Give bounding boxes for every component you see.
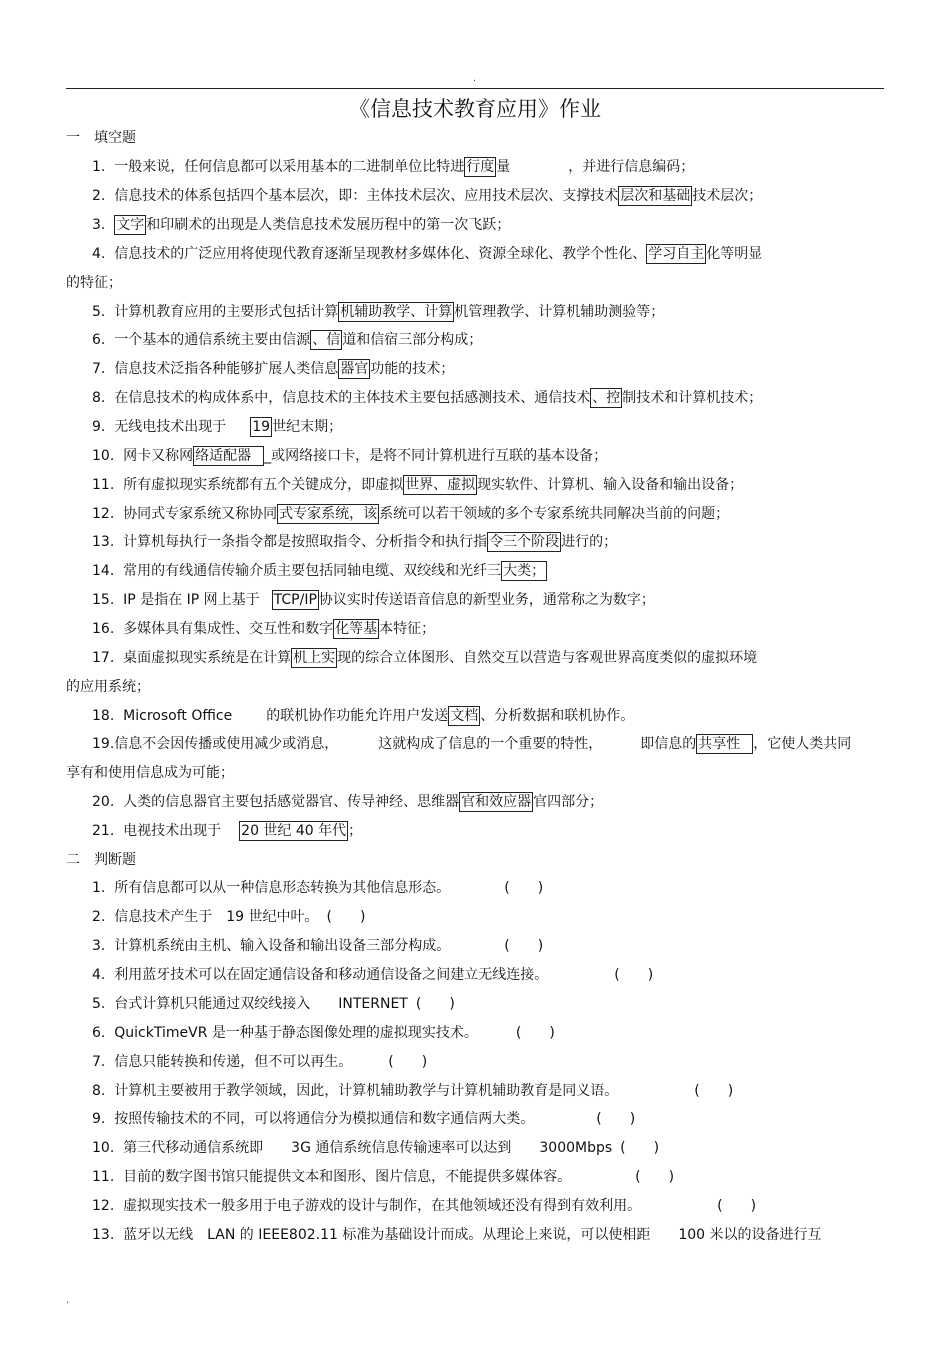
fill-item-3 xyxy=(92,215,510,235)
answer-box: 层次和基础 xyxy=(620,188,691,204)
judge-item-13 xyxy=(92,1225,822,1245)
judge-item-7 xyxy=(92,1052,427,1072)
item-text: ； xyxy=(348,823,363,839)
fill-item-19-continued: 享有和使用信息成为可能； xyxy=(66,765,234,781)
item-number: 12. xyxy=(92,506,115,522)
item-number: 21. xyxy=(92,823,115,839)
item-text: 信息不会因传播或使用减少或消息， xyxy=(114,736,339,752)
item-text: 一般来说，任何信息都可以采用基本的二进制单位比特进 xyxy=(114,159,465,175)
item-number: 2. xyxy=(92,909,106,925)
fill-item-16 xyxy=(92,619,435,639)
fill-item-18 xyxy=(92,706,634,726)
item-text: 信息技术的广泛应用将使现代教育逐渐呈现教材多媒体化、资源全球化、教学个性化、 xyxy=(114,246,647,262)
item-text: _或网络接口卡，是将不同计算机进行互联的基本设备； xyxy=(264,448,608,464)
answer-box: 19 xyxy=(252,419,271,435)
judge-item-3 xyxy=(92,936,543,956)
item-text: ，并进行信息编码； xyxy=(568,159,695,175)
item-number: 18. xyxy=(92,708,115,724)
section-judge-heading xyxy=(66,850,136,870)
item-number: 1. xyxy=(92,159,106,175)
item-text: 虚拟现实技术一般多用于电子游戏的设计与制作，在其他领域还没有得到有效利用。 xyxy=(123,1198,642,1214)
fill-item-14 xyxy=(92,561,547,581)
judge-item-8 xyxy=(92,1081,733,1101)
judge-item-10 xyxy=(92,1138,659,1158)
item-number: 1. xyxy=(92,880,106,896)
answer-box: 官和效应器 xyxy=(461,794,532,810)
answer-parentheses: ( ) xyxy=(415,996,455,1012)
document-title: 《信息技术教育应用》作业 xyxy=(349,97,601,121)
item-text: 本特征； xyxy=(379,621,436,637)
answer-parentheses: ( ) xyxy=(504,938,544,954)
answer-parentheses: ( ) xyxy=(620,1140,660,1156)
item-number: 4. xyxy=(92,967,106,983)
fill-item-2 xyxy=(92,186,762,206)
judge-item-4 xyxy=(92,965,653,985)
item-number: 8. xyxy=(92,1083,106,1099)
item-text: 台式计算机只能通过双绞线接入 INTERNET xyxy=(114,996,408,1012)
fill-item-4 xyxy=(92,244,762,264)
fill-item-19 xyxy=(92,734,851,754)
answer-box: 、控 xyxy=(592,390,621,406)
fill-item-21 xyxy=(92,821,362,841)
item-text: 常用的有线通信传输介质主要包括同轴电缆、双绞线和光纤三 xyxy=(123,563,502,579)
answer-box: TCP/IP xyxy=(273,592,317,608)
item-text: 进行的； xyxy=(561,534,618,550)
item-text: 计算机主要被用于教学领域，因此，计算机辅助教学与计算机辅助教育是同义语。 xyxy=(114,1083,619,1099)
fill-item-20 xyxy=(92,792,603,812)
item-text: 按照传输技术的不同，可以将通信分为模拟通信和数字通信两大类。 xyxy=(114,1111,535,1127)
item-number: 5. xyxy=(92,304,106,320)
item-number: 5. xyxy=(92,996,106,1012)
item-text: 协议实时传送语音信息的新型业务，通常称之为数字； xyxy=(318,592,655,608)
item-number: 13. xyxy=(92,534,115,550)
item-text: 现实软件、计算机、输入设备和输出设备； xyxy=(477,477,744,493)
answer-parentheses: ( ) xyxy=(326,909,366,925)
judge-item-9 xyxy=(92,1109,635,1129)
answer-box: 机辅助教学、计算 xyxy=(340,304,453,320)
item-text: 信息技术泛指各种能够扩展人类信息 xyxy=(114,361,339,377)
item-text: 、分析数据和联机协作。 xyxy=(480,708,635,724)
fill-item-17 xyxy=(92,648,757,668)
answer-box: 行度 xyxy=(466,159,495,175)
item-number: 9. xyxy=(92,1111,106,1127)
answer-parentheses: ( ) xyxy=(635,1169,675,1185)
item-text: 一个基本的通信系统主要由信源 xyxy=(114,332,311,348)
judge-item-5 xyxy=(92,994,455,1014)
item-number: 6. xyxy=(92,1025,106,1041)
item-text: 计算机教育应用的主要形式包括计算 xyxy=(114,304,339,320)
answer-parentheses: ( ) xyxy=(717,1198,757,1214)
answer-parentheses: ( ) xyxy=(515,1025,555,1041)
item-text: 电视技术出现于 xyxy=(123,823,222,839)
header-rule xyxy=(66,88,884,89)
item-number: 4. xyxy=(92,246,106,262)
item-text: Microsoft Office xyxy=(123,708,233,724)
fill-item-11 xyxy=(92,475,743,495)
item-text: 官四部分； xyxy=(533,794,604,810)
answer-box: 、信 xyxy=(312,332,341,348)
item-text: 计算机系统由主机、输入设备和输出设备三部分构成。 xyxy=(114,938,451,954)
header-mark: . xyxy=(473,73,477,84)
answer-box: 式专家系统，该 xyxy=(279,506,378,522)
answer-box: 文档 xyxy=(450,708,479,724)
item-text: 这就构成了信息的一个重要的特性， xyxy=(378,736,603,752)
item-text: 机管理教学、计算机辅助测验等； xyxy=(454,304,665,320)
item-text: 道和信宿三部分构成； xyxy=(342,332,483,348)
answer-box: 学习自主 xyxy=(648,246,705,262)
item-number: 17. xyxy=(92,650,115,666)
item-text: 系统可以若干领域的多个专家系统共同解决当前的问题； xyxy=(379,506,730,522)
judge-item-2 xyxy=(92,907,365,927)
answer-parentheses: ( ) xyxy=(614,967,654,983)
item-text: 信息技术的体系包括四个基本层次，即：主体技术层次、应用技术层次、支撑技术 xyxy=(114,188,619,204)
fill-item-12 xyxy=(92,504,729,524)
fill-item-5 xyxy=(92,302,664,322)
item-text: 信息只能转换和传递，但不可以再生。 xyxy=(114,1054,353,1070)
item-number: 12. xyxy=(92,1198,115,1214)
answer-box: 大类； xyxy=(503,563,546,579)
fill-item-9 xyxy=(92,417,342,437)
item-number: 15. xyxy=(92,592,115,608)
answer-parentheses: ( ) xyxy=(388,1054,428,1070)
fill-item-8 xyxy=(92,388,762,408)
item-number: 10. xyxy=(92,1140,115,1156)
item-text: 在信息技术的构成体系中，信息技术的主体技术主要包括感测技术、通信技术 xyxy=(114,390,591,406)
section-label: 判断题 xyxy=(94,852,136,868)
judge-item-6 xyxy=(92,1023,555,1043)
fill-item-13 xyxy=(92,532,617,552)
item-number: 19. xyxy=(92,736,115,752)
fill-item-1 xyxy=(92,157,694,177)
item-number: 11. xyxy=(92,477,115,493)
item-text: 计算机每执行一条指令都是按照取指令、分析指令和执行指 xyxy=(123,534,488,550)
item-text: 量 xyxy=(496,159,511,175)
item-number: 9. xyxy=(92,419,106,435)
item-number: 20. xyxy=(92,794,115,810)
item-number: 16. xyxy=(92,621,115,637)
item-text: ，它使人类共同 xyxy=(753,736,852,752)
item-number: 7. xyxy=(92,1054,106,1070)
item-text: 协同式专家系统又称协同 xyxy=(123,506,278,522)
item-number: 2. xyxy=(92,188,106,204)
item-number: 3. xyxy=(92,217,106,233)
item-text: 的联机协作功能允许用户发送 xyxy=(266,708,449,724)
item-text: 和印刷术的出现是人类信息技术发展历程中的第一次飞跃； xyxy=(146,217,511,233)
judge-item-11 xyxy=(92,1167,674,1187)
fill-item-4-continued: 的特征； xyxy=(66,275,122,291)
fill-item-7 xyxy=(92,359,454,379)
answer-box: 世界、虚拟 xyxy=(405,477,476,493)
section-number: 二 xyxy=(66,852,80,868)
fill-item-15 xyxy=(92,590,655,610)
item-text: 桌面虚拟现实系统是在计算 xyxy=(123,650,292,666)
item-number: 7. xyxy=(92,361,106,377)
footer-mark: . xyxy=(66,1295,70,1306)
answer-box: 20 世纪 40 年代 xyxy=(241,823,347,839)
item-number: 3. xyxy=(92,938,106,954)
item-text: 化等明显 xyxy=(706,246,763,262)
item-number: 10. xyxy=(92,448,115,464)
answer-box: 令三个阶段 xyxy=(489,534,560,550)
answer-box: 文字 xyxy=(116,217,145,233)
item-text: 所有信息都可以从一种信息形态转换为其他信息形态。 xyxy=(114,880,451,896)
item-text: 世纪末期； xyxy=(272,419,343,435)
item-text: 人类的信息器官主要包括感觉器官、传导神经、思维器 xyxy=(123,794,460,810)
item-text: 多媒体具有集成性、交互性和数字 xyxy=(123,621,334,637)
item-text: 无线电技术出现于 xyxy=(114,419,227,435)
item-text: 第三代移动通信系统即 3G 通信系统信息传输速率可以达到 3000Mbps xyxy=(123,1140,613,1156)
answer-box: 化等基 xyxy=(335,621,378,637)
item-number: 8. xyxy=(92,390,106,406)
section-label: 填空题 xyxy=(94,130,136,146)
item-text: IP 是指在 IP 网上基于 xyxy=(123,592,260,608)
item-text: 利用蓝牙技术可以在固定通信设备和移动通信设备之间建立无线连接。 xyxy=(114,967,549,983)
answer-box: 络适配器 xyxy=(193,446,264,466)
item-text: 所有虚拟现实系统都有五个关键成分，即虚拟 xyxy=(123,477,404,493)
item-number: 11. xyxy=(92,1169,115,1185)
fill-item-6 xyxy=(92,330,482,350)
item-text: 即信息的 xyxy=(640,736,697,752)
answer-parentheses: ( ) xyxy=(694,1083,734,1099)
item-text: 目前的数字图书馆只能提供文本和图形、图片信息，不能提供多媒体容。 xyxy=(123,1169,572,1185)
item-number: 13. xyxy=(92,1227,115,1243)
item-text: 功能的技术； xyxy=(370,361,455,377)
section-number: 一 xyxy=(66,130,80,146)
item-text: 网卡又称网 xyxy=(123,448,194,464)
answer-box: 机上实 xyxy=(293,650,336,666)
answer-box: 共享性 xyxy=(696,734,753,754)
item-text: 信息技术产生于 19 世纪中叶。 xyxy=(114,909,319,925)
fill-item-10 xyxy=(92,446,607,466)
item-number: 14. xyxy=(92,563,115,579)
item-number: 6. xyxy=(92,332,106,348)
section-fill-heading xyxy=(66,128,136,148)
answer-parentheses: ( ) xyxy=(596,1111,636,1127)
item-text: 制技术和计算机技术； xyxy=(622,390,763,406)
fill-item-17-continued: 的应用系统； xyxy=(66,679,150,695)
judge-item-1 xyxy=(92,878,543,898)
item-text: 现的综合立体图形、自然交互以营造与客观世界高度类似的虚拟环境 xyxy=(337,650,758,666)
item-text: QuickTimeVR 是一种基于静态图像处理的虚拟现实技术。 xyxy=(114,1025,478,1041)
answer-box: 器官 xyxy=(340,361,369,377)
judge-item-12 xyxy=(92,1196,756,1216)
item-text: 技术层次； xyxy=(692,188,763,204)
item-text: 蓝牙以无线 LAN 的 IEEE802.11 标准为基础设计而成。从理论上来说，可以使相距 100 米以的设备进行互 xyxy=(123,1227,822,1243)
answer-parentheses: ( ) xyxy=(504,880,544,896)
